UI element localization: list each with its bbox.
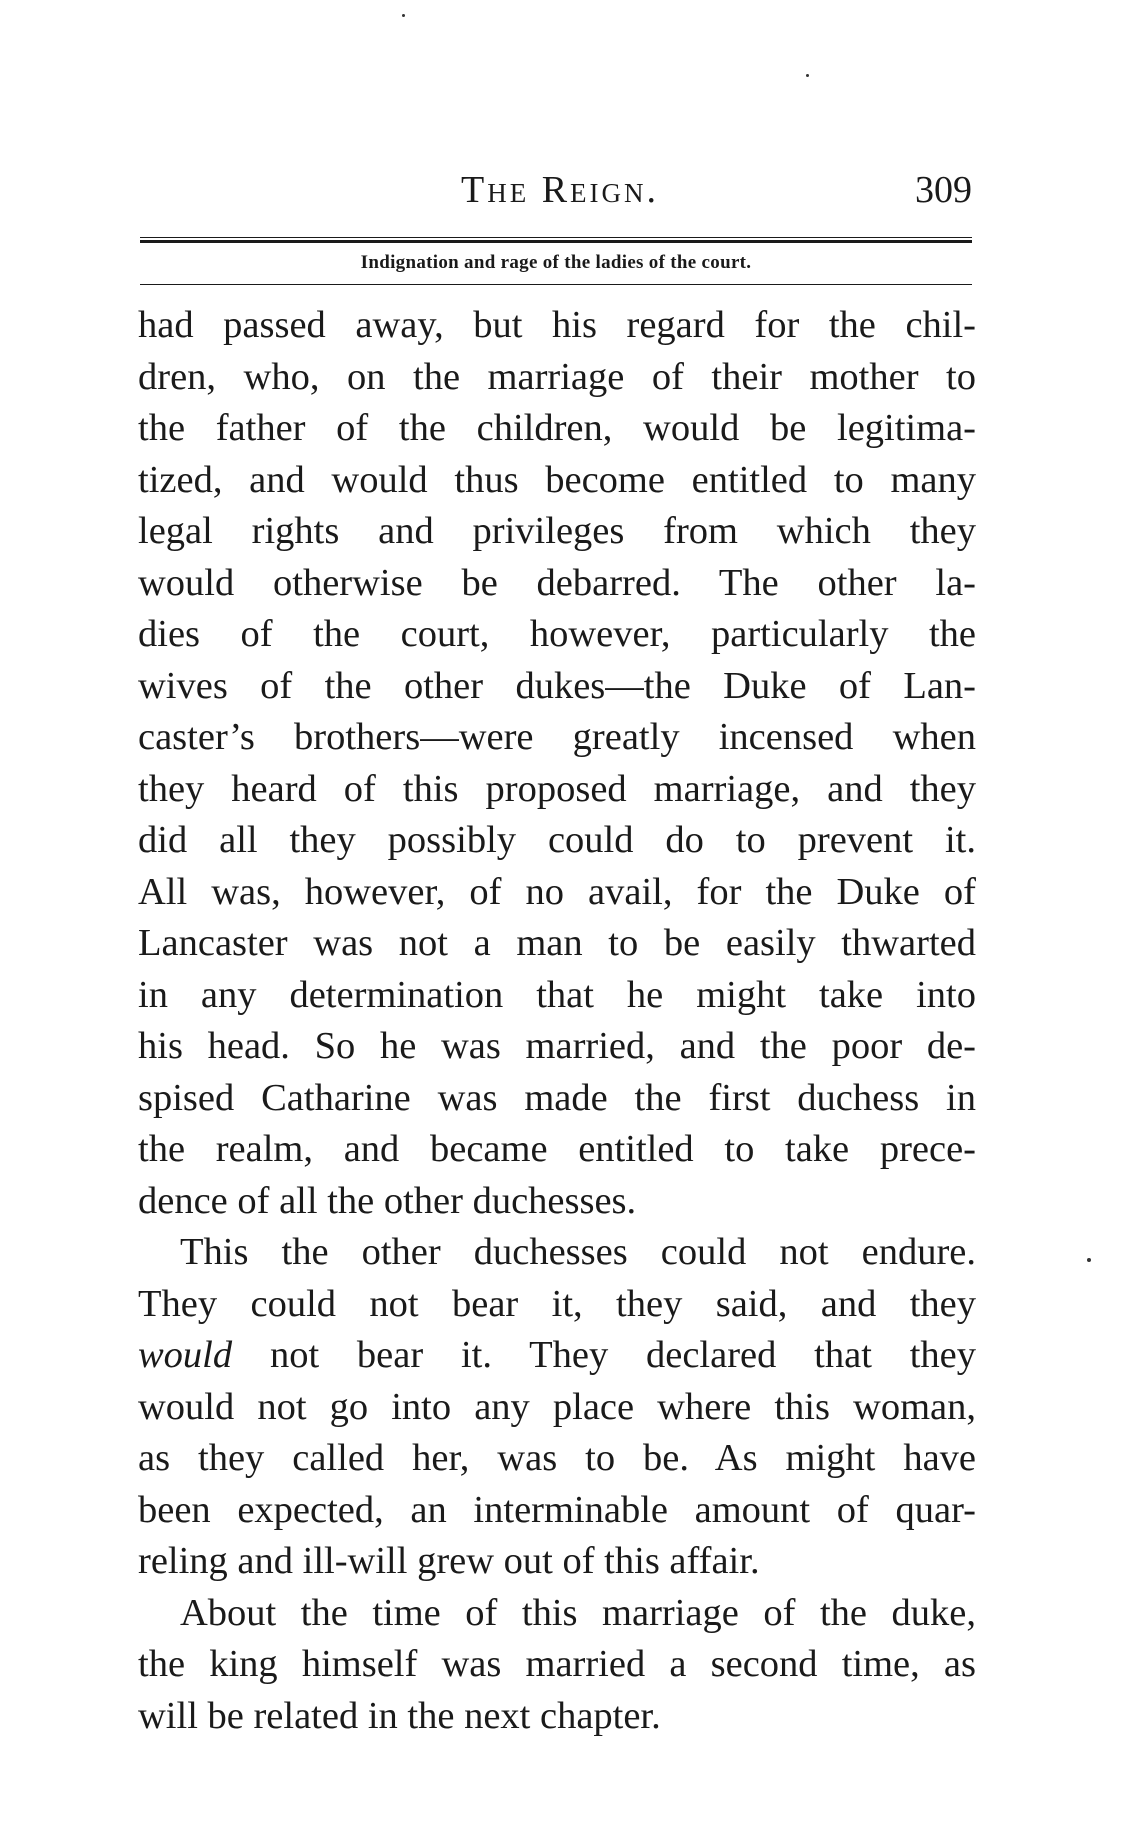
- text-line: the father of the children, would be legitima-: [138, 407, 976, 449]
- page-subheading: Indignation and rage of the ladies of the court.: [360, 252, 752, 273]
- subheading-rule: [140, 284, 972, 285]
- text-line: dies of the court, however, particularly the: [138, 613, 976, 655]
- print-speck: [806, 74, 809, 77]
- text-line: did all they possibly could do to prevent it.: [138, 819, 976, 861]
- text-line: the realm, and became entitled to take prece-: [138, 1128, 976, 1170]
- text-line: spised Catharine was made the first duchess in: [138, 1076, 976, 1119]
- text-line: About the time of this marriage of the duke,: [180, 1591, 976, 1634]
- text-line: as they called her, was to be. As might have: [138, 1437, 976, 1479]
- body-text: [138, 300, 976, 1742]
- text-line: tized, and would thus become entitled to many: [138, 458, 976, 501]
- text-line: will be related in the next chapter.: [138, 1694, 661, 1737]
- text-line: reling and ill-will grew out of this affair.: [138, 1540, 760, 1582]
- text-line: the king himself was married a second time, as: [138, 1643, 976, 1685]
- text-line-with-italic: [138, 1330, 976, 1382]
- text-line-rest: not bear it. They declared that they: [232, 1334, 976, 1376]
- text-line: his head. So he was married, and the poor de-: [138, 1025, 976, 1067]
- running-title: The Reign.: [460, 169, 660, 211]
- running-head: [140, 168, 980, 218]
- text-line: caster’s brothers—were greatly incensed when: [138, 716, 976, 758]
- paragraph-3: [138, 1588, 976, 1743]
- text-line: They could not bear it, they said, and they: [138, 1282, 976, 1325]
- text-line: This the other duchesses could not endure.: [180, 1231, 976, 1273]
- text-line: would otherwise be debarred. The other la-: [138, 561, 976, 604]
- text-line: legal rights and privileges from which they: [138, 510, 976, 552]
- page-number: 309: [915, 169, 972, 211]
- text-line: All was, however, of no avail, for the Duke of: [138, 870, 976, 913]
- text-line: Lancaster was not a man to be easily thwarted: [138, 922, 976, 964]
- paragraph-2: [138, 1227, 976, 1588]
- paragraph-1: [138, 300, 976, 1227]
- print-speck: [1087, 1258, 1091, 1262]
- text-line: dence of all the other duchesses.: [138, 1179, 637, 1222]
- text-line: been expected, an interminable amount of quar-: [138, 1488, 976, 1531]
- italic-word: would: [138, 1334, 233, 1376]
- text-line: dren, who, on the marriage of their mother to: [138, 355, 976, 398]
- print-speck: [402, 14, 405, 17]
- header-rule: [140, 240, 972, 243]
- header-rule-thin: [140, 237, 972, 238]
- text-line: wives of the other dukes—the Duke of Lan-: [138, 664, 976, 707]
- text-line: had passed away, but his regard for the chil-: [138, 304, 976, 346]
- text-line: in any determination that he might take into: [138, 973, 976, 1016]
- text-line: they heard of this proposed marriage, and they: [138, 767, 976, 810]
- text-line: would not go into any place where this woman,: [138, 1385, 976, 1428]
